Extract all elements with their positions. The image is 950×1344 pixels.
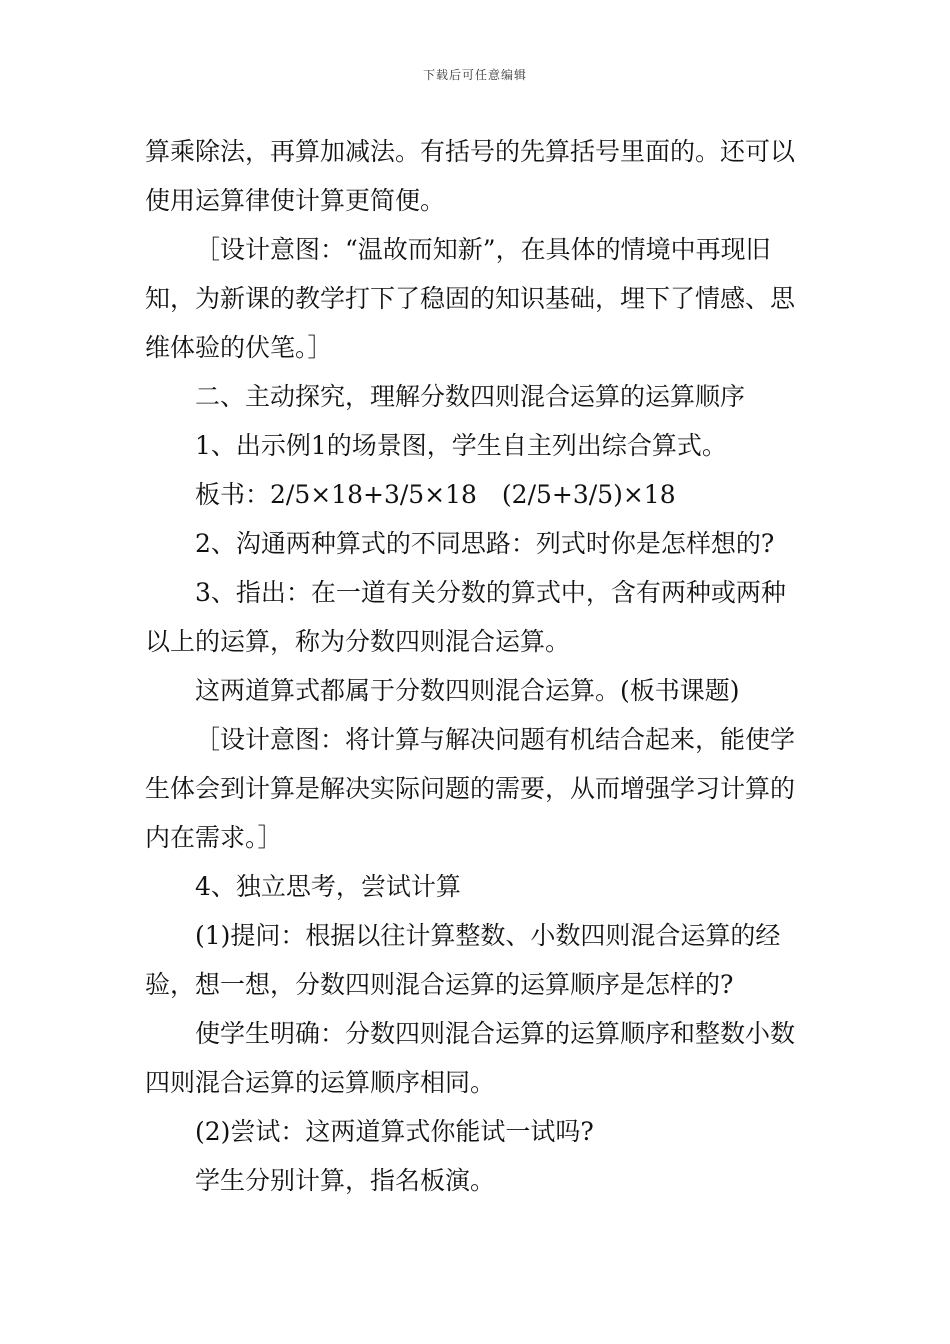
paragraph-12: 使学生明确：分数四则混合运算的运算顺序和整数小数四则混合运算的运算顺序相同。 bbox=[145, 1019, 796, 1097]
paragraph-3: 二、主动探究，理解分数四则混合运算的运算顺序 bbox=[195, 382, 746, 411]
page-header-note: 下载后可任意编辑 bbox=[422, 68, 527, 82]
paragraph-2: ［设计意图：“温故而知新”，在具体的情境中再现旧知，为新课的教学打下了稳固的知识基础，埋下了情感、思维体验的伏笔。］ bbox=[145, 235, 796, 362]
document-body bbox=[145, 127, 810, 1205]
paragraph-8: 这两道算式都属于分数四则混合运算。(板书课题) bbox=[195, 676, 740, 705]
paragraph-6: 2、沟通两种算式的不同思路：列式时你是怎样想的? bbox=[195, 529, 775, 558]
paragraph-4: 1、出示例1的场景图，学生自主列出综合算式。 bbox=[195, 431, 727, 460]
paragraph-7: 3、指出：在一道有关分数的算式中，含有两种或两种以上的运算，称为分数四则混合运算。 bbox=[145, 578, 786, 656]
paragraph-5: 板书：2/5×18+3/5×18 (2/5+3/5)×18 bbox=[195, 480, 676, 509]
paragraph-13: (2)尝试：这两道算式你能试一试吗? bbox=[195, 1117, 594, 1146]
paragraph-11: (1)提问：根据以往计算整数、小数四则混合运算的经验，想一想，分数四则混合运算的运算顺序是怎样的? bbox=[145, 921, 781, 999]
paragraph-1: 算乘除法，再算加减法。有括号的先算括号里面的。还可以使用运算律使计算更简便。 bbox=[145, 137, 796, 215]
paragraph-9: ［设计意图：将计算与解决问题有机结合起来，能使学生体会到计算是解决实际问题的需要，从而增强学习计算的内在需求。］ bbox=[145, 725, 796, 852]
paragraph-14: 学生分别计算，指名板演。 bbox=[195, 1166, 496, 1195]
paragraph-10: 4、独立思考，尝试计算 bbox=[195, 872, 461, 901]
